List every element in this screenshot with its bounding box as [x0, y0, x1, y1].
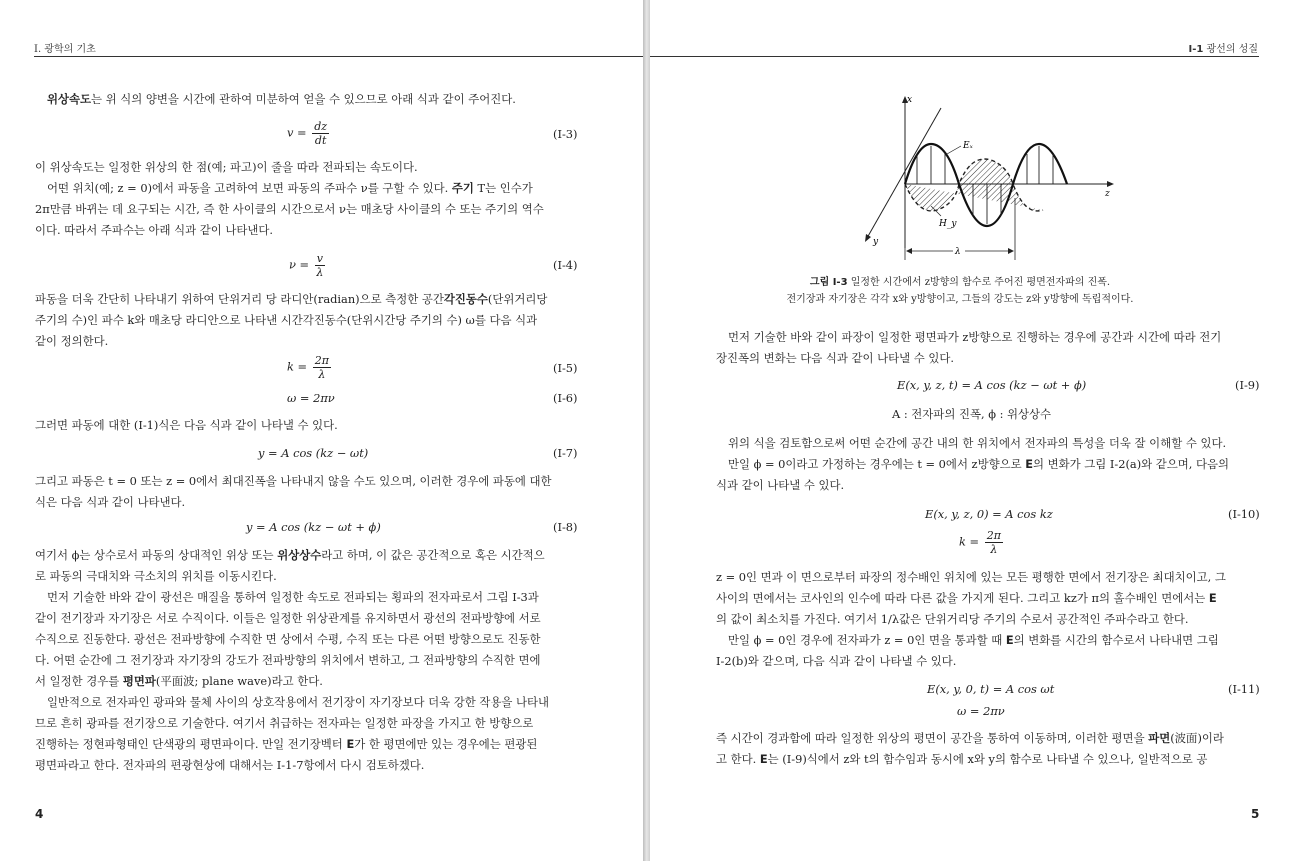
text-line: I-2(b)와 같으며, 다음 식과 같이 나타낼 수 있다.: [716, 654, 957, 668]
figure-caption-line2: 전기장과 자기장은 각각 x와 y방향이고, 그들의 강도는 z와 y방향에 독립적이다.: [786, 294, 1134, 305]
equation-I-10: E(x, y, z, 0) = A cos kz: [925, 507, 1053, 521]
equation-I-6: ω = 2πν: [287, 391, 335, 405]
y-axis-line: [867, 108, 941, 238]
figure-I-3-wave-diagram: [855, 88, 1125, 264]
equation-I-8: y = A cos (kz − ωt + ϕ): [246, 520, 381, 534]
text-line: 주기의 수)인 파수 k와 매초당 라디안으로 나타낸 시간각진동수(단위시간당 주기의 수) ω를 다음 식과: [35, 313, 538, 327]
equation-number: (I-5): [553, 361, 578, 375]
text-line: 2π만큼 바뀌는 데 요구되는 시간, 즉 한 사이클의 시간으로서 ν는 매초당 사이클의 수 또는 주기의 역수: [35, 202, 544, 216]
equation-I-5: k = $\frac{2\pi}{\lambda}$: [287, 354, 329, 381]
equation-number: (I-7): [553, 446, 578, 460]
equation-I-9: E(x, y, z, t) = A cos (kz − ωt + ϕ): [897, 378, 1087, 392]
text-line: 평면파라고 한다. 전자파의 편광현상에 대해서는 I-1-7항에서 다시 검토하겠다.: [35, 758, 425, 772]
equation-I-4: ν = $\frac{v}{\lambda}$: [289, 252, 324, 279]
text-line: 식은 다음 식과 같이 나타낸다.: [35, 495, 186, 509]
text-line: 여기서 ϕ는 상수로서 파동의 상대적인 위상 또는 위상상수라고 하며, 이 값은 공간적으로 혹은 시간적으: [35, 548, 545, 562]
equation-I-3: v = $\frac{dz}{dt}$: [287, 120, 328, 147]
lambda-arrow-left: [906, 248, 912, 254]
e-label-leader: [947, 146, 961, 154]
text-line: 그러면 파동에 대한 (I-1)식은 다음 식과 같이 나타낼 수 있다.: [35, 418, 338, 432]
z-axis-arrow: [1107, 181, 1114, 187]
equation-number: (I-11): [1228, 682, 1260, 696]
equation-number: (I-3): [553, 127, 578, 141]
text-line: 파동을 더욱 간단히 나타내기 위하여 단위거리 당 라디안(radian)으로 측정한 공간각진동수(단위거리당: [35, 292, 548, 306]
text-line: 의 값이 최소치를 가진다. 여기서 1/λ값은 단위거리당 주기의 수로서 공간적인 주파수라고 한다.: [716, 612, 1189, 626]
right-page: [650, 0, 1300, 861]
text-line: 같이 전기장과 자기장은 서로 수직이다. 이들은 일정한 위상관계를 유지하면서 광선의 전파방향에 서로: [35, 611, 541, 625]
page-number-right: 5: [1251, 807, 1260, 821]
running-head-left: I. 광학의 기초: [34, 44, 96, 55]
text-line: z = 0인 면과 이 면으로부터 파장의 정수배인 위치에 있는 모든 평행한 면에서 전기장은 최대치이고, 그: [716, 570, 1226, 584]
text-line: 그리고 파동은 t = 0 또는 z = 0에서 최대진폭을 나타내지 않을 수도 있으며, 이러한 경우에 파동에 대한: [35, 474, 552, 488]
text-line: 고 한다. E는 (I-9)식에서 z와 t의 함수임과 동시에 x와 y의 함수로 나타낼 수 있으나, 일반적으로 공: [716, 752, 1208, 766]
lambda-label: λ: [955, 247, 961, 257]
text-line: 즉 시간이 경과함에 따라 일정한 위상의 평면이 공간을 통하여 이동하며, 이러한 평면을 파면(波面)이라: [716, 731, 1224, 745]
header-rule-left: [34, 56, 643, 57]
book-gutter: [643, 0, 650, 861]
text-line: 식과 같이 나타낼 수 있다.: [716, 478, 845, 492]
equation-number: (I-9): [1235, 378, 1260, 392]
text-line: 므로 흔히 광파를 전기장으로 기술한다. 여기서 취급하는 전자파는 일정한 파장을 가지고 한 방향으로: [35, 716, 534, 730]
text-line: 위의 식을 검토함으로써 어떤 순간에 공간 내의 한 위치에서 전자파의 특성을 더욱 잘 이해할 수 있다.: [728, 436, 1227, 450]
equation-legend: A : 전자파의 진폭, ϕ : 위상상수: [892, 407, 1052, 421]
page-number-left: 4: [35, 807, 44, 821]
text-line: 사이의 면에서는 코사인의 인수에 따라 다른 값을 가지게 된다. 그리고 kz가 π의 홀수배인 면에서는 E: [716, 591, 1217, 605]
equation-I-7: y = A cos (kz − ωt): [258, 446, 369, 460]
equation-I-11: E(x, y, 0, t) = A cos ωt: [927, 682, 1055, 696]
text-line: 서 일정한 경우를 평면파(平面波; plane wave)라고 한다.: [35, 674, 323, 688]
equation-number: (I-8): [553, 520, 578, 534]
text-line: 로 파동의 극대치와 극소치의 위치를 이동시킨다.: [35, 569, 277, 583]
text-line: 어떤 위치(예; z = 0)에서 파동을 고려하여 보면 파동의 주파수 ν를 구할 수 있다. 주기 T는 인수가: [47, 181, 533, 195]
text-line: 이 위상속도는 일정한 위상의 한 점(예; 파고)이 줄을 따라 전파되는 속도이다.: [35, 160, 418, 174]
y-axis-arrow: [865, 234, 871, 242]
x-axis-label: x: [907, 95, 913, 105]
header-rule-right: [650, 56, 1259, 57]
e-field-label: Eₓ: [963, 141, 973, 151]
text-line: 만일 ϕ = 0이라고 가정하는 경우에는 t = 0에서 z방향으로 E의 변화가 그림 I-2(a)와 같으며, 다음의: [728, 457, 1230, 471]
lambda-arrow-right: [1008, 248, 1014, 254]
text-line: 먼저 기술한 바와 같이 광선은 매질을 통하여 일정한 속도로 전파되는 횡파의 전자파로서 그림 I-3과: [47, 590, 539, 604]
h-field-label: H_y: [939, 219, 957, 229]
figure-caption-line1: 그림 I-3 일정한 시간에서 z방향의 함수로 주어진 평면전자파의 진폭.: [809, 277, 1111, 288]
text-line: 위상속도는 위 식의 양변을 시간에 관하여 미분하여 얻을 수 있으므로 아래 식과 같이 주어진다.: [47, 92, 516, 106]
text-line: 이다. 따라서 주파수는 아래 식과 같이 나타낸다.: [35, 223, 274, 237]
left-page: [0, 0, 643, 861]
equation-number: (I-6): [553, 391, 578, 405]
text-line: 장진폭의 변화는 다음 식과 같이 나타낼 수 있다.: [716, 351, 955, 365]
y-axis-label: y: [873, 237, 879, 247]
text-line: 다. 어떤 순간에 그 전기장과 자기장의 강도가 전파방향의 위치에서 변하고, 그 전파방향의 수직한 면에: [35, 653, 541, 667]
equation-number: (I-4): [553, 258, 578, 272]
equation-omega: ω = 2πν: [957, 704, 1005, 718]
z-axis-label: z: [1105, 189, 1110, 199]
text-line: 진행하는 정현파형태인 단색광의 평면파이다. 만일 전기장벡터 E가 한 평면에만 있는 경우에는 편광된: [35, 737, 538, 751]
equation-number: (I-10): [1228, 507, 1260, 521]
text-line: 일반적으로 전자파인 광파와 물체 사이의 상호작용에서 전기장이 자기장보다 더욱 강한 작용을 나타내: [47, 695, 549, 709]
magnetic-field-wave: [905, 159, 1043, 211]
text-line: 같이 정의한다.: [35, 334, 109, 348]
running-head-right: I-1 광선의 성질: [1188, 44, 1258, 55]
equation-k: k = $\frac{2\pi}{\lambda}$: [959, 529, 1001, 556]
text-line: 수직으로 진동한다. 광선은 전파방향에 수직한 면 상에서 수평, 수직 또는 다른 어떤 방향으로도 진동한: [35, 632, 541, 646]
text-line: 만일 ϕ = 0인 경우에 전자파가 z = 0인 면을 통과할 때 E의 변화를 시간의 함수로서 나타내면 그림: [728, 633, 1219, 647]
text-line: 먼저 기술한 바와 같이 파장이 일정한 평면파가 z방향으로 진행하는 경우에 공간과 시간에 따라 전기: [728, 330, 1222, 344]
